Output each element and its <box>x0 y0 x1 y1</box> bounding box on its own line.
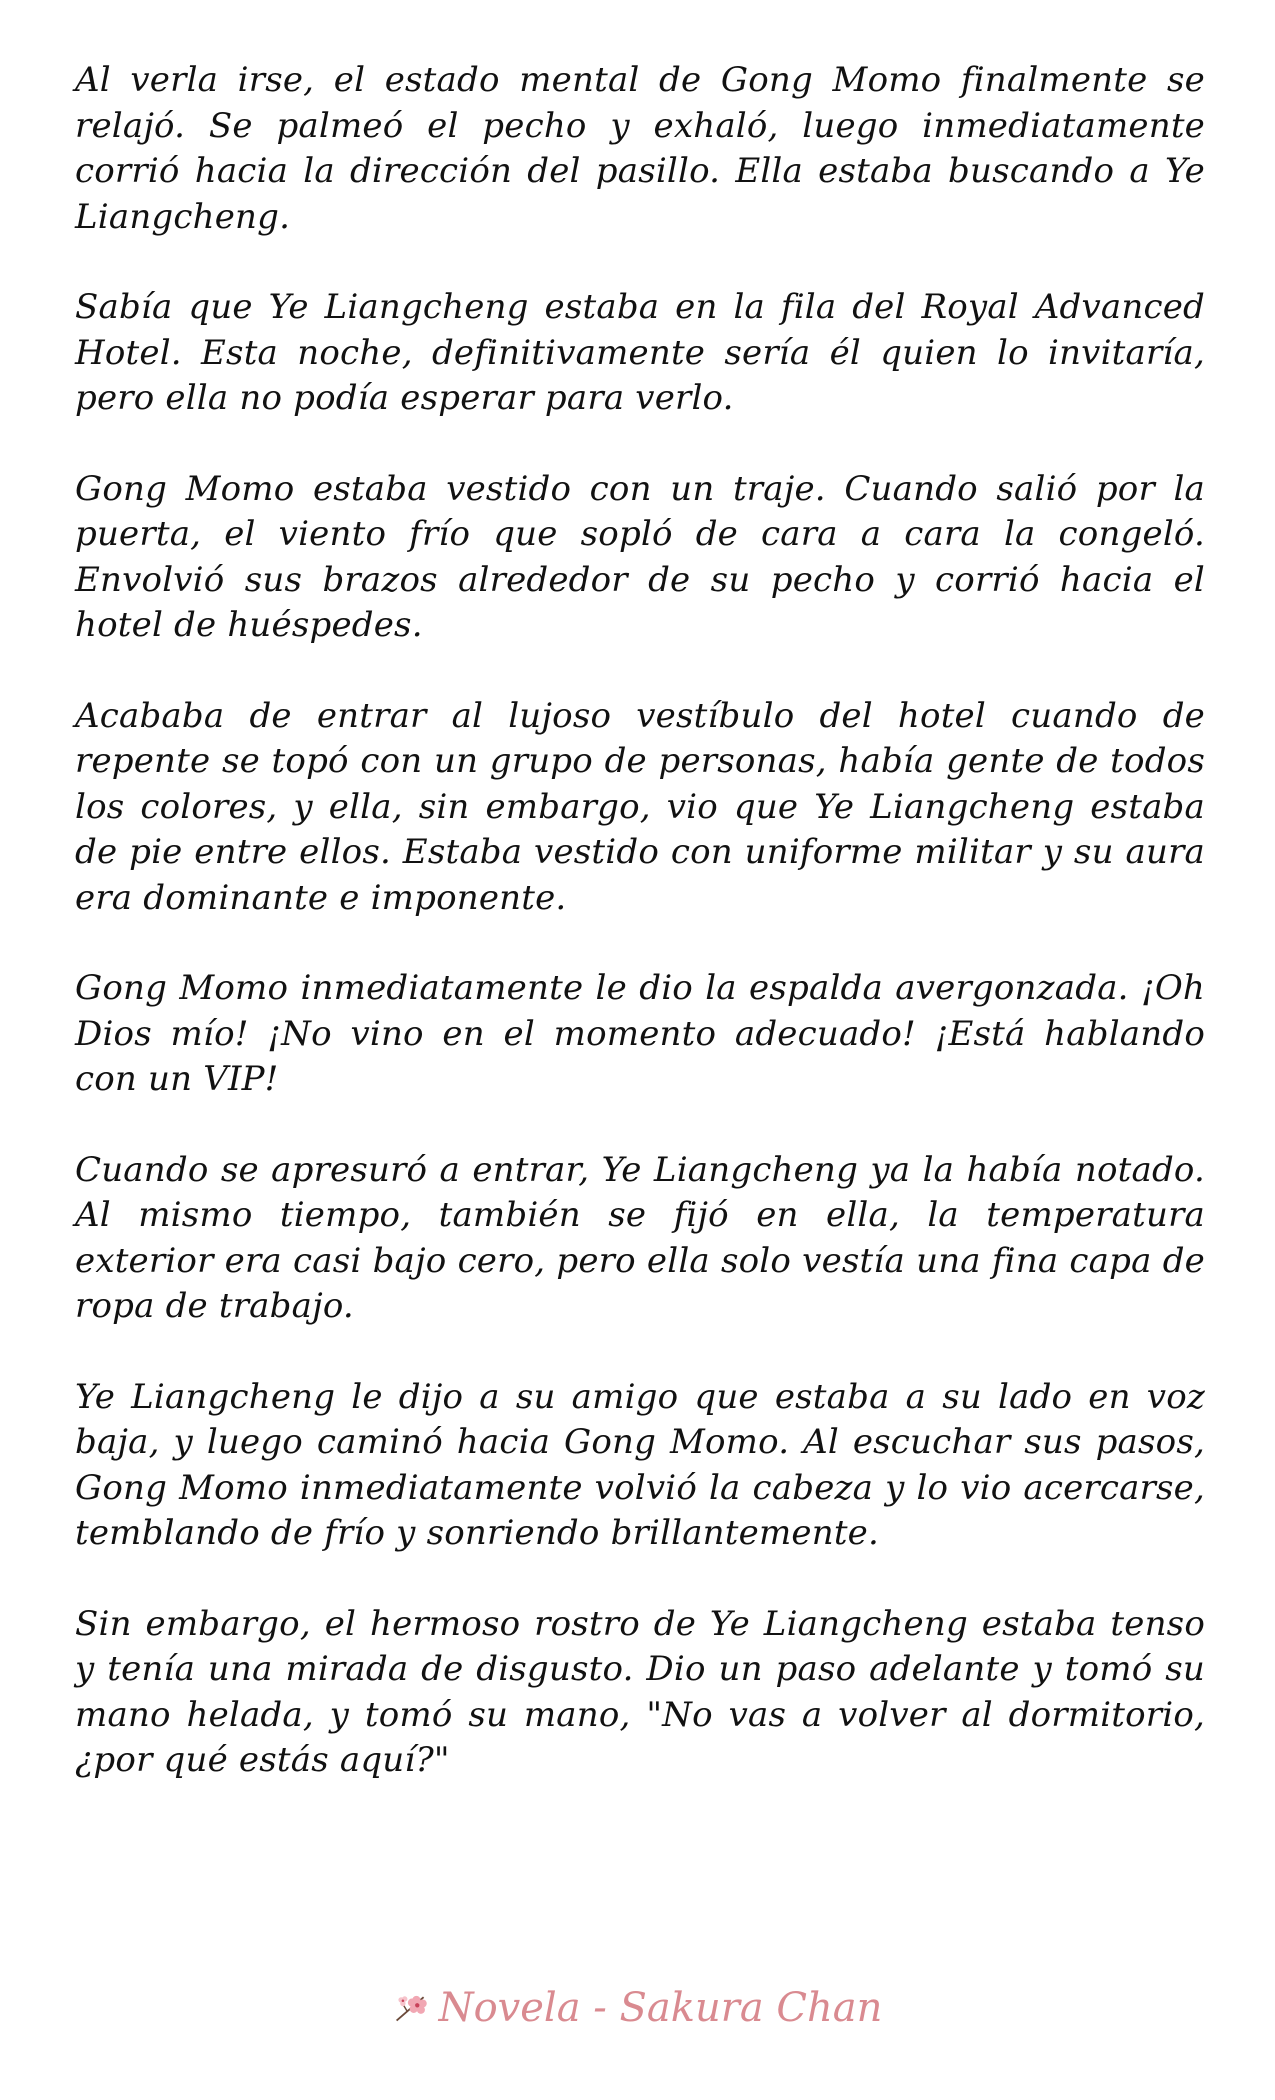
paragraph: Cuando se apresuró a entrar, Ye Liangcheng ya la había notado. Al mismo tiempo, también se fijó en ella, la temperatura exterior era casi bajo cero, pero ella solo vestía una fina capa de ropa de trabajo. <box>75 1149 1205 1326</box>
paragraph: Gong Momo inmediatamente le dio la espalda avergonzada. ¡Oh Dios mío! ¡No vino en el momento adecuado! ¡Está hablando con un VIP! <box>75 968 1205 1099</box>
paragraph: Sin embargo, el hermoso rostro de Ye Liangcheng estaba tenso y tenía una mirada de disgusto. Dio un paso adelante y tomó su mano helada, y tomó su mano, "No vas a volver al dormitorio, ¿por qué estás aquí?" <box>75 1603 1205 1780</box>
paragraph: Acababa de entrar al lujoso vestíbulo del hotel cuando de repente se topó con un grupo de personas, había gente de todos los colores, y ella, sin embargo, vio que Ye Liangcheng estaba de pie entre ellos. Estaba vestido con uniforme militar y su aura era dominante e imponente. <box>75 695 1205 918</box>
cherry-blossom-icon <box>393 1990 429 2026</box>
paragraph: Al verla irse, el estado mental de Gong Momo finalmente se relajó. Se palmeó el pecho y exhaló, luego inmediatamente corrió hacia la dirección del pasillo. Ella estaba buscando a Ye Liangcheng. <box>75 60 1205 237</box>
paragraph: Ye Liangcheng le dijo a su amigo que estaba a su lado en voz baja, y luego caminó hacia Gong Momo. Al escuchar sus pasos, Gong Momo inmediatamente volvió la cabeza y lo vio acercarse, temblando de frío y sonriendo brillantemente. <box>75 1376 1205 1553</box>
paragraph: Gong Momo estaba vestido con un traje. Cuando salió por la puerta, el viento frío que sopló de cara a cara la congeló. Envolvió sus brazos alrededor de su pecho y corrió hacia el hotel de huéspedes. <box>75 468 1205 645</box>
paragraph: Sabía que Ye Liangcheng estaba en la fila del Royal Advanced Hotel. Esta noche, definitivamente sería él quien lo invitaría, pero ella no podía esperar para verlo. <box>75 287 1205 418</box>
watermark-text: Novela - Sakura Chan <box>438 1985 883 2031</box>
document-body <box>75 58 1205 1829</box>
watermark-footer <box>0 1983 1275 2038</box>
